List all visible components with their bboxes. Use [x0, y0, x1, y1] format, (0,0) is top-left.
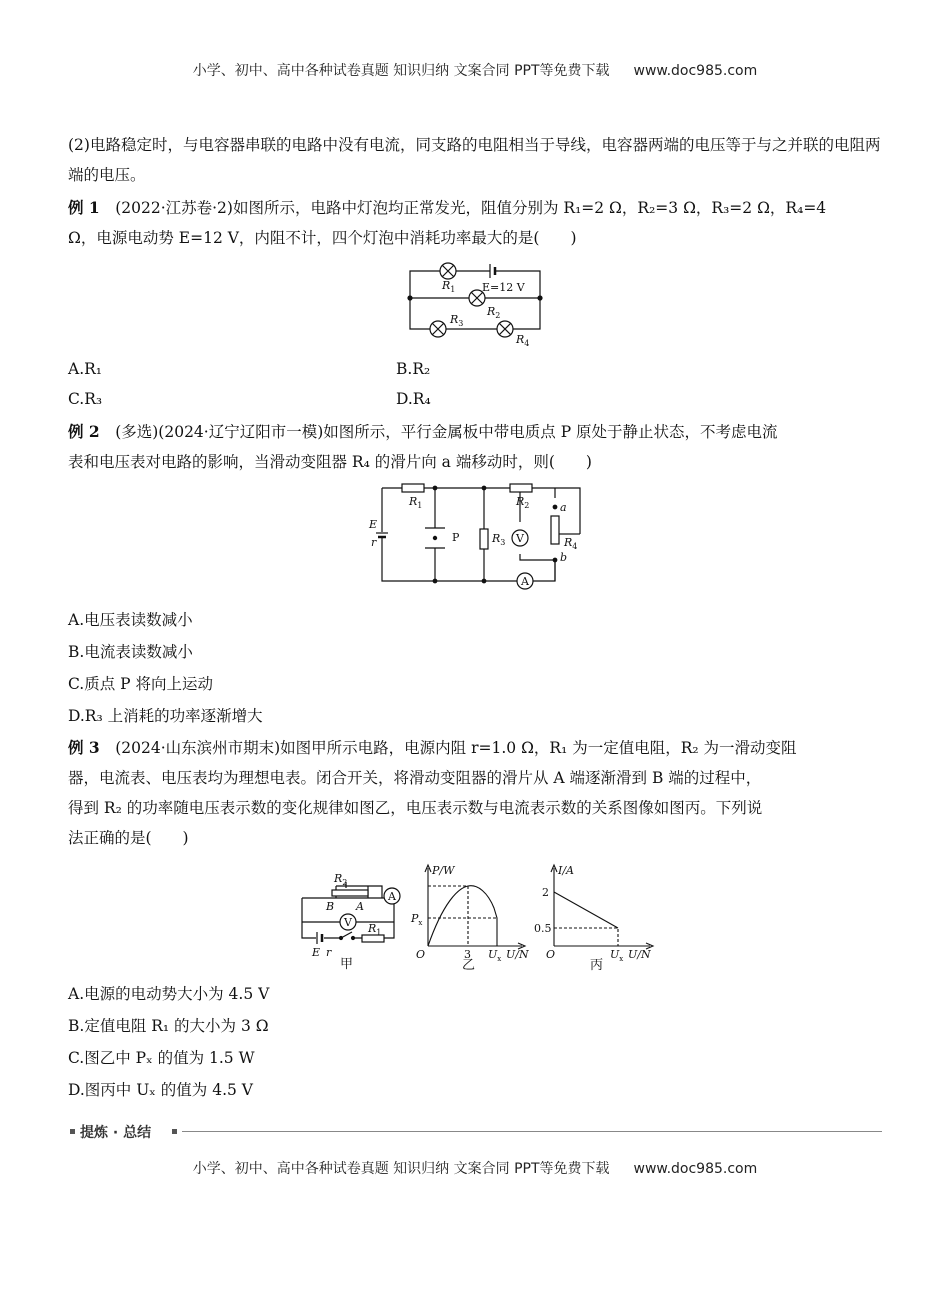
yi-power-curve	[428, 886, 497, 946]
ex1-label-r1: $R_1$	[442, 279, 456, 294]
ex1-source: (2022·江苏卷·2)	[115, 199, 233, 217]
ex1-stem-line2: Ω，电源电动势 E=12 V，内阻不计，四个灯泡中消耗功率最大的是( )	[68, 229, 577, 247]
bing-origin: O	[546, 948, 556, 961]
ex2-option-b[interactable]: B.电流表读数减小	[68, 643, 193, 661]
bing-tick-ux: $U_x$	[610, 948, 624, 963]
ex2-label-b: b	[560, 551, 568, 564]
ex3-option-b[interactable]: B.定值电阻 R₁ 的大小为 3 Ω	[68, 1017, 269, 1035]
ex2-label-r2: $R_2$	[516, 495, 530, 510]
jia-battery-icon	[316, 932, 324, 944]
ex2-resistor-r4	[551, 516, 559, 544]
bing-caption: 丙	[590, 958, 604, 972]
jia-voltmeter-label: V	[344, 916, 352, 929]
battery-icon	[490, 263, 496, 279]
ex1-label: 例 1	[68, 198, 100, 217]
ex1-option-d[interactable]: D.R₄	[396, 390, 431, 408]
ex2-label-r3: $R_3$	[492, 532, 506, 547]
ex2-node-a	[553, 505, 557, 509]
ex2-resistor-r3	[480, 529, 488, 549]
yi-x-label: U/N	[506, 948, 529, 961]
jia-rheostat-r2	[332, 890, 368, 896]
ex2-label-r: r	[371, 536, 377, 549]
page-header	[0, 60, 950, 80]
yi-tick-ux: $U_x$	[488, 948, 502, 963]
summary-square-left-icon	[70, 1129, 75, 1134]
ex2-resistor-r2	[510, 484, 532, 492]
yi-y-label: P/W	[432, 864, 455, 877]
ex3-source: (2024·山东滨州市期末)	[115, 739, 281, 757]
ex2-label-r4: $R_4$	[564, 536, 578, 551]
ex3-option-a[interactable]: A.电源的电动势大小为 4.5 V	[68, 985, 270, 1003]
ex2-label: 例 2	[68, 422, 100, 441]
ex1-line1	[68, 196, 826, 218]
page-footer	[0, 1158, 950, 1178]
yi-origin: O	[416, 948, 426, 961]
ex2-label-a: a	[560, 501, 567, 514]
ex2-option-d[interactable]: D.R₃ 上消耗的功率逐渐增大	[68, 707, 263, 725]
ex3-line1	[68, 736, 797, 758]
bing-iu-line	[554, 892, 618, 928]
summary-section-bar	[68, 1122, 882, 1142]
yi-tick-3: 3	[464, 948, 471, 961]
ex3-fig-jia-circuit	[296, 858, 408, 972]
ex1-option-b[interactable]: B.R₂	[396, 360, 431, 378]
lamp-r4-icon	[497, 321, 513, 337]
ex3-stem-line4: 法正确的是( )	[68, 829, 189, 847]
ex2-stem-line2: 表和电压表对电路的影响，当滑动变阻器 R₄ 的滑片向 a 端移动时，则( )	[68, 453, 592, 471]
ex2-resistor-r1	[402, 484, 424, 492]
ex2-battery-icon	[376, 532, 388, 538]
ex2-label-e: E	[369, 518, 378, 531]
jia-label-e: E	[312, 946, 321, 959]
ex2-circuit-figure	[368, 478, 586, 596]
intro-paragraph: (2)电路稳定时，与电容器串联的电路中没有电流，同支路的电阻相当于导线，电容器两端的电压等于与之并联的电阻两端的电压。	[68, 136, 881, 184]
bing-y-label: I/A	[558, 864, 574, 877]
ex2-ammeter-label: A	[521, 575, 529, 588]
bing-x-label: U/N	[628, 948, 651, 961]
jia-label-b: B	[326, 900, 335, 913]
ex1-label-r2: $R_2$	[487, 305, 501, 320]
jia-caption: 甲	[340, 957, 354, 972]
ex3-option-c[interactable]: C.图乙中 Pₓ 的值为 1.5 W	[68, 1049, 255, 1067]
yi-dash-max	[428, 886, 468, 946]
header-site[interactable]: www.doc985.com	[633, 63, 758, 79]
ex1-label-r4: $R_4$	[516, 333, 530, 347]
bing-dash	[554, 928, 618, 946]
ex2-node-b	[553, 558, 557, 562]
bing-tick-2: 2	[542, 886, 549, 899]
ex1-circuit-figure	[405, 255, 545, 347]
ex1-label-emf: E=12 V	[482, 281, 525, 294]
ex3-stem-line1: 如图甲所示电路，电源内阻 r=1.0 Ω，R₁ 为一定值电阻，R₂ 为一滑动变阻	[280, 739, 797, 757]
summary-title: 提炼 · 总结	[80, 1125, 152, 1141]
ex2-stem-line1: 如图所示，平行金属板中带电质点 P 原处于静止状态，不考虑电流	[323, 423, 778, 441]
footer-site[interactable]: www.doc985.com	[633, 1161, 758, 1177]
ex3-stem-line3: 得到 R₂ 的功率随电压表示数的变化规律如图乙，电压表示数与电流表示数的关系图像如图丙。下列说	[68, 799, 763, 817]
yi-caption: 乙	[462, 958, 476, 972]
ex2-label-r1: $R_1$	[409, 495, 423, 510]
lamp-r3-icon	[430, 321, 446, 337]
jia-switch-icon	[340, 932, 355, 942]
footer-title: 小学、初中、高中各种试卷真题 知识归纳 文案合同 PPT等免费下载	[192, 1161, 610, 1177]
ex1-option-a[interactable]: A.R₁	[68, 360, 103, 378]
ex2-voltmeter-label: V	[516, 532, 524, 545]
ex2-source: (多选)(2024·辽宁辽阳市一模)	[115, 423, 324, 441]
summary-square-right-icon	[172, 1129, 177, 1134]
jia-label-r2: $R_2$	[334, 872, 348, 887]
ex1-option-c[interactable]: C.R₃	[68, 390, 103, 408]
ex1-node-left	[408, 296, 412, 300]
jia-label-r1: $R_1$	[368, 922, 382, 937]
jia-ammeter-label: A	[388, 890, 396, 903]
summary-rule	[182, 1131, 882, 1132]
lamp-r1-icon	[440, 263, 456, 279]
ex2-wire-voltmeter	[520, 488, 555, 560]
ex2-option-c[interactable]: C.质点 P 将向上运动	[68, 675, 214, 693]
ex3-fig-bing-chart	[534, 858, 662, 972]
ex2-label-p: P	[452, 531, 460, 544]
header-title: 小学、初中、高中各种试卷真题 知识归纳 文案合同 PPT等免费下载	[192, 63, 610, 79]
jia-label-r: r	[326, 946, 332, 959]
yi-tick-px: $P_x$	[411, 912, 423, 927]
ex2-line1	[68, 420, 778, 442]
ex1-label-r3: $R_3$	[450, 313, 464, 328]
ex3-label: 例 3	[68, 738, 100, 757]
jia-label-a: A	[356, 900, 364, 913]
ex3-option-d[interactable]: D.图丙中 Uₓ 的值为 4.5 V	[68, 1081, 253, 1099]
bing-tick-05: 0.5	[534, 922, 552, 935]
ex3-fig-yi-chart	[408, 858, 534, 972]
ex3-stem-line2: 器，电流表、电压表均为理想电表。闭合开关，将滑动变阻器的滑片从 A 端逐渐滑到 B 端的过程中，	[68, 769, 762, 787]
ex1-stem-line1: 如图所示，电路中灯泡均正常发光，阻值分别为 R₁=2 Ω，R₂=3 Ω，R₃=2 Ω，R₄=4	[232, 199, 827, 217]
capacitor-icon	[425, 528, 445, 548]
ex2-option-a[interactable]: A.电压表读数减小	[68, 611, 193, 629]
ex1-node-right	[538, 296, 542, 300]
